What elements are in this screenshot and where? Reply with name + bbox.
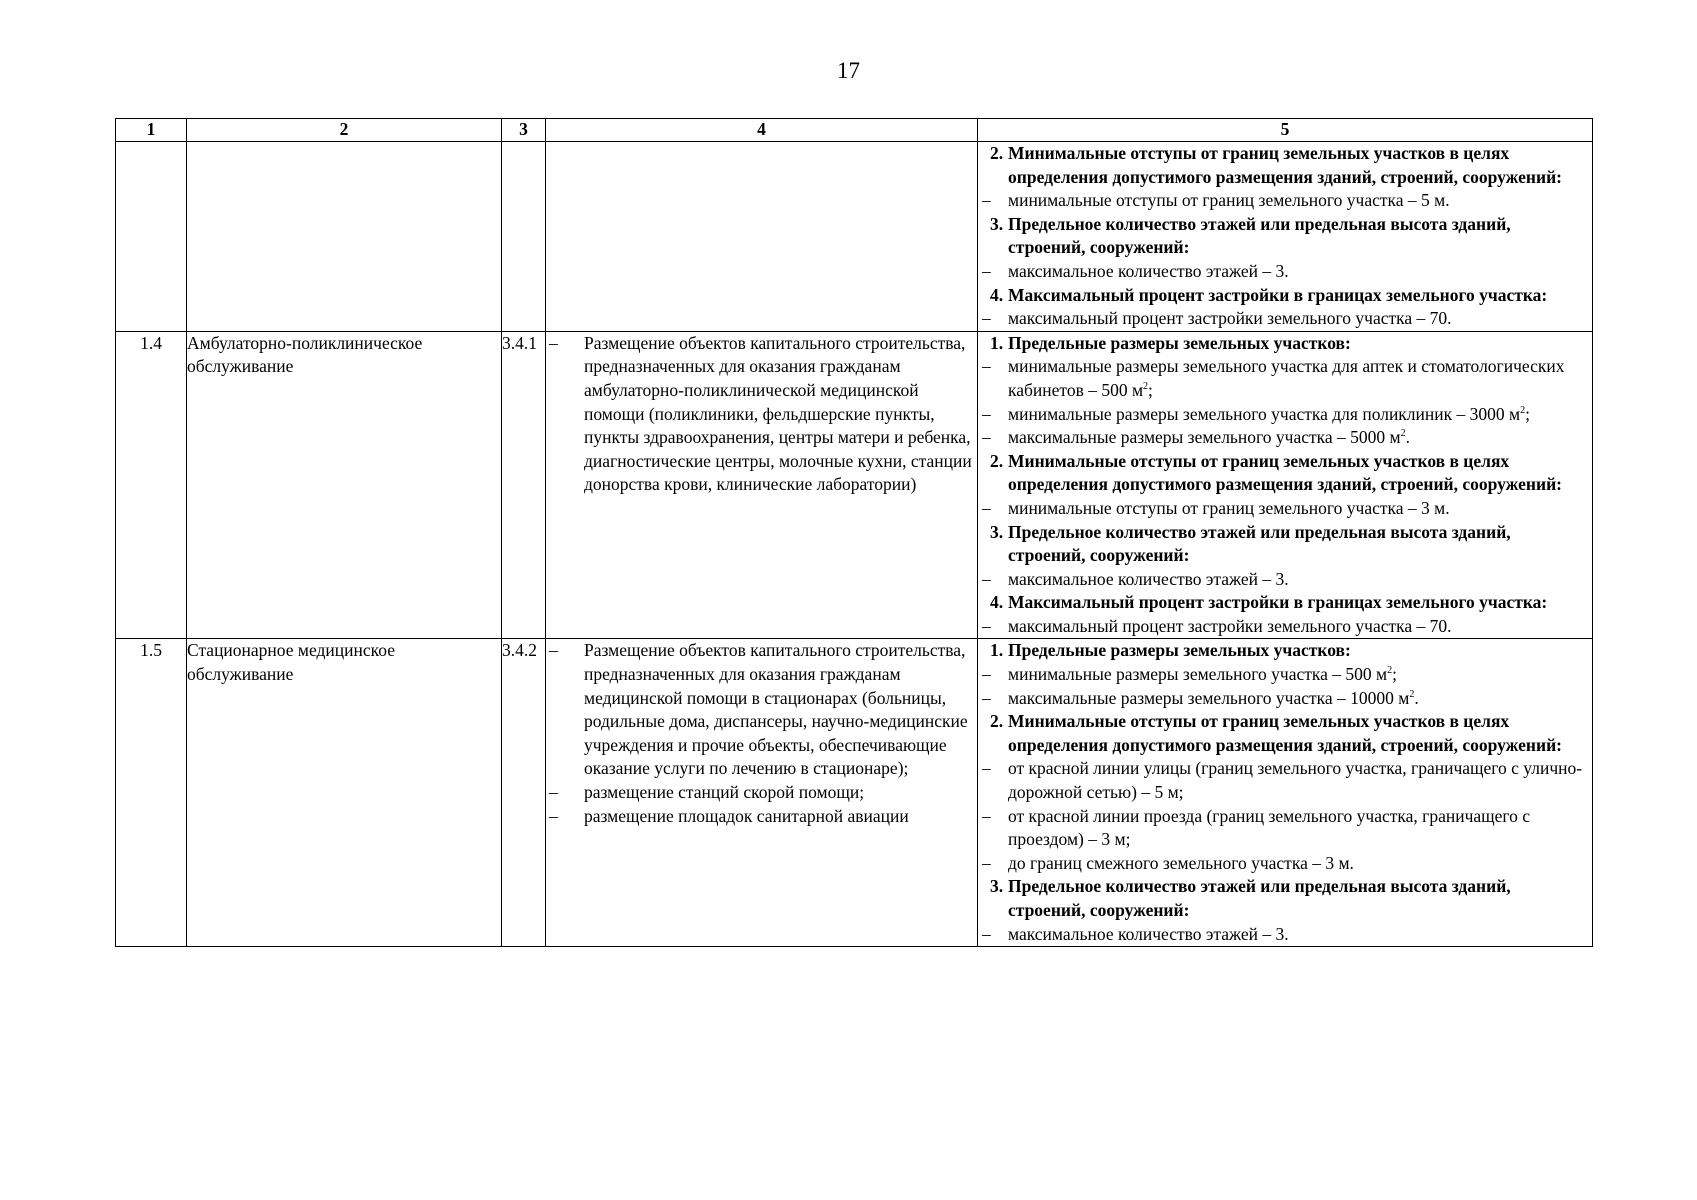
header-cell: 1	[116, 119, 187, 142]
parameter-value-text: максимальный процент застройки земельного участка – 70.	[1008, 615, 1452, 636]
parameter-value-text: минимальные размеры земельного участка – 500 м	[1008, 664, 1388, 685]
parameter-heading-text	[1008, 450, 1592, 497]
parameter-value-text: максимальные размеры земельного участка – 10000 м	[1008, 687, 1410, 708]
land-use-table	[115, 118, 1593, 947]
parameter-text	[1008, 260, 1592, 284]
item-number: 4.	[990, 284, 1004, 305]
parameter-heading-text	[1008, 142, 1592, 189]
parameter-heading	[978, 332, 1592, 356]
parameter-value-text: Минимальные отступы от границ земельных участков в целях определения допустимого размещения зданий, строений, сооружений:	[1008, 450, 1562, 495]
parameter-value-text: максимальный процент застройки земельного участка – 70.	[1008, 308, 1452, 329]
dash-marker: –	[549, 805, 558, 826]
description-item	[546, 332, 977, 497]
unit-superscript: 2	[1387, 665, 1393, 677]
parameter-text	[1008, 805, 1592, 852]
description-text: Размещение объектов капитального строительства, предназначенных для оказания гражданам амбулаторно-поликлинической медицинской помощи (поликлиники, фельдшерские пункты, пункты здравоохранения, центры матери и ребенка, диагностические центры, молочные кухни, станции донорства крови, клинические лаборатории)	[584, 332, 972, 495]
item-number: 3.	[990, 521, 1004, 542]
parameter-text	[1008, 757, 1592, 804]
dash-marker: –	[982, 356, 991, 377]
parameter-item	[978, 260, 1592, 284]
parameter-heading-text	[1008, 591, 1592, 615]
parameter-text	[1008, 568, 1592, 592]
item-number: 2.	[990, 143, 1004, 163]
dash-marker: –	[982, 190, 991, 211]
dash-marker: –	[982, 687, 991, 708]
parameter-value-text: до границ смежного земельного участка – 3 м.	[1008, 852, 1354, 873]
parameter-value-text: максимальное количество этажей – 3.	[1008, 568, 1289, 589]
parameter-item	[978, 757, 1592, 804]
parameter-text	[1008, 403, 1592, 427]
parameter-heading	[978, 591, 1592, 615]
use-name-cell: Амбулаторно-поликлиническое обслуживание	[187, 331, 502, 639]
parameter-value-text: Максимальный процент застройки в границах земельного участка:	[1008, 592, 1548, 613]
parameter-value-text: минимальные отступы от границ земельного участка – 5 м.	[1008, 190, 1450, 211]
parameter-heading	[978, 450, 1592, 497]
parameter-text	[1008, 307, 1592, 331]
use-code-cell: 3.4.2	[502, 639, 546, 947]
parameter-value-text: от красной линии улицы (границ земельного участка, граничащего с улично-дорожной сетью) – 5 м;	[1008, 758, 1583, 803]
dash-marker: –	[982, 615, 991, 636]
parameter-item	[978, 687, 1592, 711]
parameter-text	[1008, 189, 1592, 213]
parameters-cell	[978, 142, 1593, 332]
table-row	[116, 331, 1593, 639]
parameter-text	[1008, 615, 1592, 639]
parameter-heading	[978, 875, 1592, 922]
row-number-cell: 1.4	[116, 331, 187, 639]
trailing-punctuation: .	[1405, 427, 1410, 448]
parameter-value-text: Максимальный процент застройки в границах земельного участка:	[1008, 284, 1548, 305]
parameter-value-text: от красной линии проезда (границ земельного участка, граничащего с проездом) – 3 м;	[1008, 805, 1531, 850]
parameter-item	[978, 355, 1592, 402]
use-description-cell	[546, 142, 978, 332]
parameter-heading	[978, 639, 1592, 663]
parameter-value-text: максимальные размеры земельного участка – 5000 м	[1008, 427, 1401, 448]
parameter-text	[1008, 923, 1592, 947]
parameter-item	[978, 497, 1592, 521]
item-number: 1.	[990, 332, 1004, 353]
parameter-heading-text	[1008, 332, 1592, 356]
parameter-heading	[978, 284, 1592, 308]
parameter-heading-text	[1008, 521, 1592, 568]
parameter-value-text: максимальное количество этажей – 3.	[1008, 923, 1289, 944]
parameter-value-text: минимальные отступы от границ земельного участка – 3 м.	[1008, 497, 1450, 518]
item-number: 1.	[990, 640, 1004, 661]
table-row	[116, 639, 1593, 947]
dash-marker: –	[982, 852, 991, 873]
parameter-heading-text	[1008, 213, 1592, 260]
parameter-item	[978, 426, 1592, 450]
parameter-item	[978, 805, 1592, 852]
item-number: 2.	[990, 711, 1004, 732]
parameter-heading	[978, 521, 1592, 568]
parameter-value-text: Предельное количество этажей или предельная высота зданий, строений, сооружений:	[1008, 521, 1511, 566]
dash-marker: –	[982, 664, 991, 685]
description-text: Размещение объектов капитального строительства, предназначенных для оказания гражданам медицинской помощи в стационарах (больницы, родильные дома, диспансеры, научно-медицинские учреждения и прочие объекты, обеспечивающие оказание услуги по лечению в стационаре);	[584, 640, 968, 779]
item-number: 3.	[990, 213, 1004, 234]
header-cell: 4	[546, 119, 978, 142]
table-row	[116, 142, 1593, 332]
trailing-punctuation: ;	[1525, 403, 1530, 424]
item-number: 3.	[990, 876, 1004, 897]
dash-marker: –	[982, 758, 991, 779]
use-description-cell	[546, 331, 978, 639]
dash-marker: –	[549, 332, 558, 353]
use-name-cell: Стационарное медицинское обслуживание	[187, 639, 502, 947]
description-item	[546, 639, 977, 781]
description-item	[546, 781, 977, 805]
parameter-value-text: Минимальные отступы от границ земельных участков в целях определения допустимого размещения зданий, строений, сооружений:	[1008, 143, 1562, 187]
parameter-item	[978, 307, 1592, 331]
description-text: размещение станций скорой помощи;	[584, 782, 865, 803]
trailing-punctuation: ;	[1148, 379, 1153, 400]
parameter-heading-text	[1008, 875, 1592, 922]
parameter-value-text: Предельное количество этажей или предельная высота зданий, строений, сооружений:	[1008, 876, 1511, 920]
unit-superscript: 2	[1520, 404, 1526, 416]
dash-marker: –	[982, 427, 991, 448]
parameter-item	[978, 923, 1592, 947]
dash-marker: –	[982, 260, 991, 281]
row-number-cell: 1.5	[116, 639, 187, 947]
dash-marker: –	[549, 782, 558, 803]
parameter-item	[978, 189, 1592, 213]
dash-marker: –	[982, 923, 991, 944]
parameter-text	[1008, 497, 1592, 521]
header-cell: 3	[502, 119, 546, 142]
dash-marker: –	[982, 403, 991, 424]
parameter-heading-text	[1008, 710, 1592, 757]
description-text: размещение площадок санитарной авиации	[584, 805, 909, 826]
parameter-item	[978, 615, 1592, 639]
parameter-heading	[978, 710, 1592, 757]
parameters-cell	[978, 331, 1593, 639]
use-code-cell: 3.4.1	[502, 331, 546, 639]
parameter-value-text: Предельные размеры земельных участков:	[1008, 640, 1351, 661]
use-name-cell	[187, 142, 502, 332]
header-row	[116, 119, 1593, 142]
dash-marker: –	[982, 497, 991, 518]
parameter-text	[1008, 663, 1592, 687]
parameter-value-text: минимальные размеры земельного участка для аптек и стоматологических кабинетов – 500 м	[1008, 356, 1565, 400]
parameter-heading-text	[1008, 639, 1592, 663]
page-number: 17	[837, 58, 860, 83]
parameter-item	[978, 568, 1592, 592]
parameter-heading	[978, 213, 1592, 260]
item-number: 4.	[990, 592, 1004, 613]
parameter-text	[1008, 355, 1592, 402]
parameter-value-text: Предельные размеры земельных участков:	[1008, 332, 1351, 353]
parameter-item	[978, 663, 1592, 687]
unit-superscript: 2	[1400, 428, 1406, 440]
description-item	[546, 805, 977, 829]
parameter-value-text: минимальные размеры земельного участка для поликлиник – 3000 м	[1008, 403, 1521, 424]
parameter-heading	[978, 142, 1592, 189]
unit-superscript: 2	[1143, 381, 1149, 393]
item-number: 2.	[990, 450, 1004, 471]
parameter-text	[1008, 687, 1592, 711]
parameter-text	[1008, 852, 1592, 876]
trailing-punctuation: .	[1414, 687, 1419, 708]
dash-marker: –	[549, 640, 558, 661]
trailing-punctuation: ;	[1392, 664, 1397, 685]
dash-marker: –	[982, 308, 991, 329]
header-cell: 2	[187, 119, 502, 142]
header-cell: 5	[978, 119, 1593, 142]
parameter-heading-text	[1008, 284, 1592, 308]
parameter-value-text: Минимальные отступы от границ земельных участков в целях определения допустимого размещения зданий, строений, сооружений:	[1008, 711, 1562, 755]
parameter-value-text: максимальное количество этажей – 3.	[1008, 260, 1289, 281]
unit-superscript: 2	[1409, 688, 1415, 700]
dash-marker: –	[982, 568, 991, 589]
use-code-cell	[502, 142, 546, 332]
dash-marker: –	[982, 805, 991, 826]
parameter-item	[978, 403, 1592, 427]
use-description-cell	[546, 639, 978, 947]
parameter-item	[978, 852, 1592, 876]
parameter-text	[1008, 426, 1592, 450]
parameter-value-text: Предельное количество этажей или предельная высота зданий, строений, сооружений:	[1008, 213, 1511, 258]
parameters-cell	[978, 639, 1593, 947]
row-number-cell	[116, 142, 187, 332]
